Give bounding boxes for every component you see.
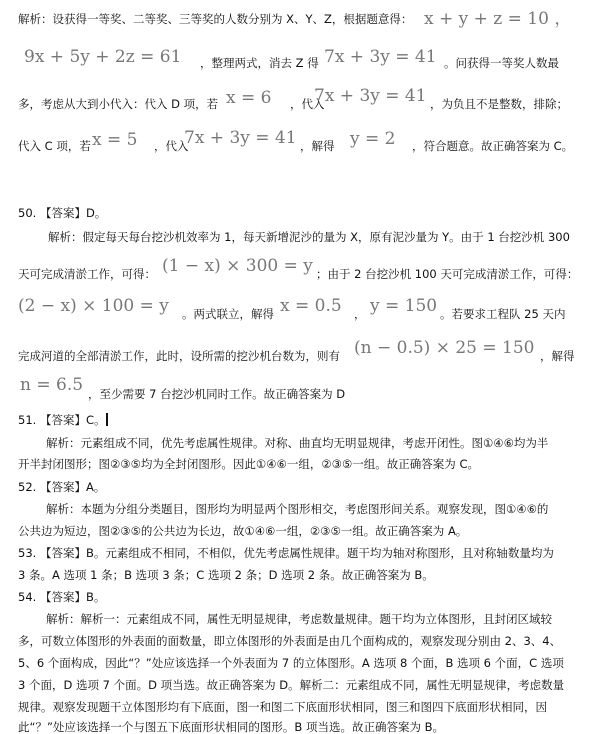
q54-line-6: 此“？”处应该选择一个与图五下底面形状相同的图形。B 项当选。故正确答案为 B。 [18,720,445,734]
q54-line-5: 规律。观察发现题干立体图形均有下底面，图一和图二下底面形状相同，图三和图四下底面形状相同，因 [18,700,547,714]
q49-equation-sum: x + y + z = 10 ， [424,9,572,29]
q53-line-2: 3 条。A 选项 1 条；B 选项 3 条；C 选项 2 条；D 选项 2 条。故正确答案为 B。 [18,568,434,582]
q49-math-y2: y = 2 [350,129,396,149]
q50-line-2a: 天可完成清淤工作，可得： [18,267,156,281]
q50-equation-25days: (n − 0.5) × 25 = 150 [354,338,535,358]
q51-line-1: 解析：元素组成不同，优先考虑属性规律。对称、曲直均无明显规律，考虑开闭性。图①④⑥均为半 [46,436,549,450]
q49-equation-points: 9x + 5y + 2z = 61 [24,47,182,67]
q50-line-3b: ， [354,307,366,321]
q50-equation-one-machine: (1 − x) × 300 = y [162,256,313,276]
q52-line-2: 公共边为短边，图②③⑤的公共边为长边，故①④⑥一组，②③⑤一组。故正确答案为 A。 [18,524,468,538]
q52-line-1: 解析：本题为分组分类题目，图形均为明显两个图形相交，考虑图形间关系。观察发现，图①④⑥的 [46,502,549,516]
text-cursor [106,413,108,426]
q50-answer-heading: 50. 【答案】D。 [18,206,107,220]
q49-line-3a: 多，考虑从大到小代入：代入 D 项，若 [18,97,219,111]
q54-line-4: 3 个面，D 选项 7 个面。D 项当选。故正确答案为 D。解析二：元素组成不同，属性无明显规律，考虑数量 [18,678,565,692]
q49-math-x6: x = 6 [226,88,272,108]
q50-line-3c: 。若要求工程队 25 天内 [440,307,566,321]
q52-answer-heading: 52. 【答案】A。 [18,480,106,494]
q54-line-1: 解析：解析一：元素组成不同，属性无明显规律，考虑数量规律。题干均为立体图形，且封闭区域较 [46,612,552,626]
q49-math-x5: x = 5 [92,130,138,150]
q49-line-3c: ，为负且不是整数，排除； [430,97,568,111]
q49-equation-reduced: 7x + 3y = 41 [324,47,437,67]
q50-line-4b: ，解得 [540,349,575,363]
q54-answer-heading: 54. 【答案】B。 [18,590,106,604]
q49-equation-sub2: 7x + 3y = 41 [184,128,297,148]
q50-line-2b: ；由于 2 台挖沙机 100 天可完成清淤工作，可得： [316,267,579,281]
q54-line-2: 多，可数立体图形的外表面的面数量，即立体图形的外表面是由几个面构成的，观察发现分别由 2、3、4、 [18,634,562,648]
q50-math-x05: x = 0.5 [280,296,342,316]
q49-line-4c: ，解得 [300,139,335,153]
q50-math-n65: n = 6.5 [20,375,84,395]
q54-line-3: 5、6 个面构成，因此“？”处应该选择一个外表面为 7 的立体图形。A 选项 8 个面，B 选项 6 个面，C 选项 [18,656,564,670]
q49-line-2a: ，整理两式，消去 Z 得 [200,56,319,70]
q49-equation-sub1: 7x + 3y = 41 [314,86,427,106]
q51-answer-heading: 51. 【答案】C。 [18,413,108,427]
q49-line-3b: ，代入 [290,97,325,111]
q49-line-2b: 。问获得一等奖人数最 [444,56,559,70]
q53-line-1: 53. 【答案】B。元素组成不相同，不相似，优先考虑属性规律。题干均为轴对称图形，且对称轴数量均为 [18,546,554,560]
q49-line-4d: ，符合题意。故正确答案为 C。 [412,139,574,153]
q49-line-4a: 代入 C 项，若 [18,139,91,153]
q50-line-1: 解析：假定每天每台挖沙机效率为 1，每天新增泥沙的量为 X，原有泥沙量为 Y。由于 1 台挖沙机 300 [48,230,570,244]
q51-line-2: 开半封闭图形；图②③⑤均为全封闭图形。因此①④⑥一组，②③⑤一组。故正确答案为 C。 [18,457,479,471]
q50-line-5: ，至少需要 7 台挖沙机同时工作。故正确答案为 D [88,387,346,401]
q49-line-4b: ，代入 [154,139,189,153]
q50-math-y150: y = 150 [370,296,438,316]
q50-line-3a: 。两式联立，解得 [182,307,274,321]
q49-line-1: 解析：设获得一等奖、二等奖、三等奖的人数分别为 X、Y、Z，根据题意得： [18,12,413,26]
q50-line-4a: 完成河道的全部清淤工作，此时，设所需的挖沙机台数为，则有 [18,349,340,363]
q50-equation-two-machines: (2 − x) × 100 = y [18,296,169,316]
